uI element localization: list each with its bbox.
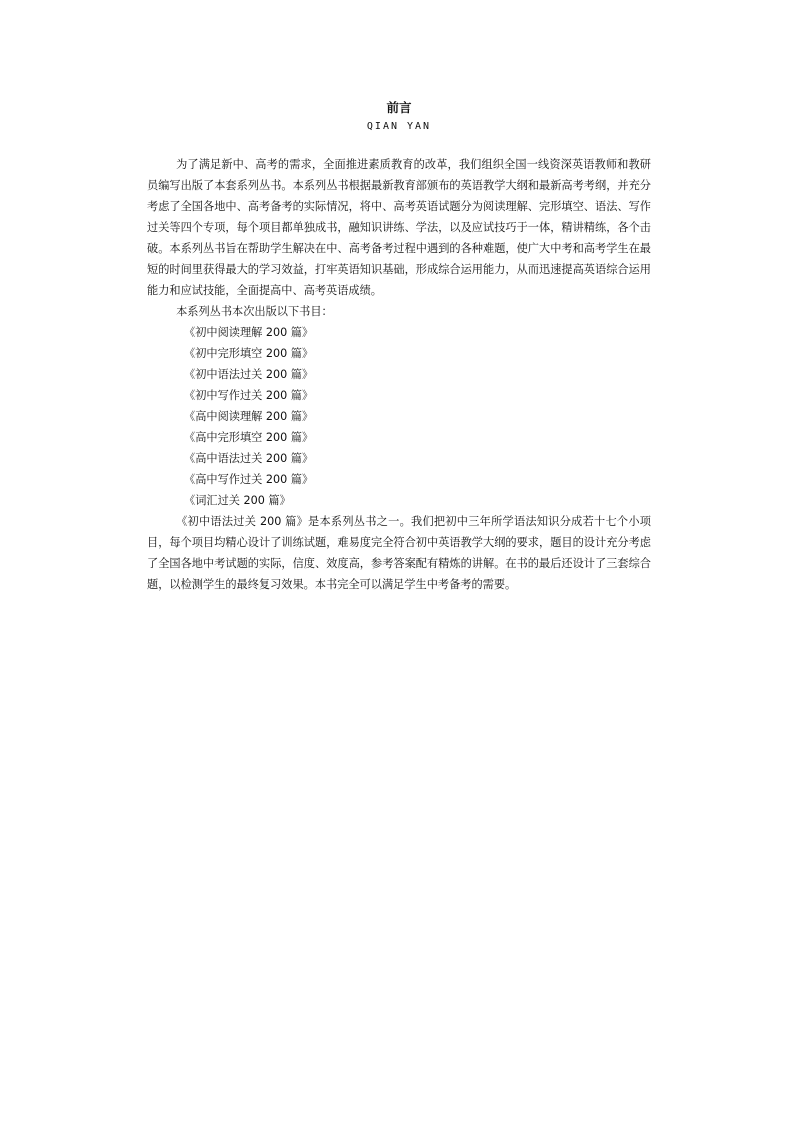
- page-title: 前言: [386, 100, 412, 115]
- intro-paragraph: 为了满足新中、高考的需求，全面推进素质教育的改革，我们组织全国一线资深英语教师和教研员编写出版了本套系列丛书。本系列丛书根据最新教育部颁布的英语教学大纲和最新高考考纲，并充分考虑了全国各地中、高考备考的实际情况，将中、高考英语试题分为阅读理解、完形填空、语法、写作过关等四个专项，每个项目都单独成书，融知识讲练、学法，以及应试技巧于一体，精讲精练，各个击破。本系列丛书旨在帮助学生解决在中、高考备考过程中遇到的各种难题，使广大中考和高考学生在最短的时间里获得最大的学习效益，打牢英语知识基础，形成综合运用能力，从而迅速提高英语综合运用能力和应试技能，全面提高中、高考英语成绩。: [147, 158, 651, 297]
- book-list-item: 《初中语法过关 200 篇》: [184, 368, 314, 381]
- book-list-item: 《高中阅读理解 200 篇》: [184, 410, 314, 423]
- book-list-item: 《高中完形填空 200 篇》: [184, 431, 314, 444]
- book-list-item: 《初中写作过关 200 篇》: [184, 389, 314, 402]
- document-page: [147, 98, 651, 595]
- book-list-item: 《高中语法过关 200 篇》: [184, 452, 314, 465]
- book-list-item: 《初中阅读理解 200 篇》: [184, 326, 314, 339]
- book-list: [147, 322, 651, 511]
- book-list-item: 《初中完形填空 200 篇》: [184, 347, 314, 360]
- page-subtitle: QIAN YAN: [366, 121, 432, 132]
- book-list-intro: 本系列丛书本次出版以下书目：: [176, 305, 333, 318]
- book-list-item: 《高中写作过关 200 篇》: [184, 473, 314, 486]
- book-description-paragraph: 《初中语法过关 200 篇》是本系列丛书之一。我们把初中三年所学语法知识分成若十七个小项目，每个项目均精心设计了训练试题，难易度完全符合初中英语教学大纲的要求，题目的设计充分考虑了全国各地中考试题的实际，信度、效度高，参考答案配有精炼的讲解。在书的最后还设计了三套综合题，以检测学生的最终复习效果。本书完全可以满足学生中考备考的需要。: [147, 515, 651, 591]
- book-list-item: 《词汇过关 200 篇》: [184, 494, 291, 507]
